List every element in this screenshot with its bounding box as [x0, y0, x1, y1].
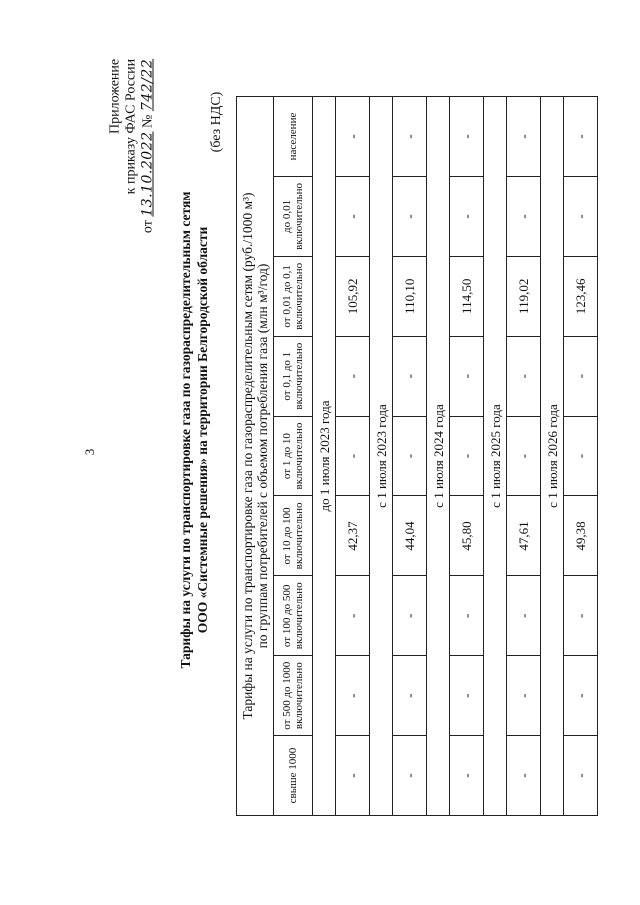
table-cell: -	[336, 576, 370, 656]
table-cell: 123,46	[564, 256, 598, 336]
table-cell: -	[393, 416, 427, 496]
appendix-date-line	[140, 59, 157, 233]
title-line-1: Тарифы на услуги по транспортировке газа по газораспределительным сетям	[178, 191, 193, 669]
table-cell: 42,37	[336, 496, 370, 576]
table-cell: -	[507, 416, 541, 496]
table-cell: -	[393, 177, 427, 257]
appendix-date: 13.10.2022	[139, 131, 156, 217]
table-cell: -	[336, 97, 370, 177]
table-cell: -	[564, 656, 598, 736]
column-header: от 0,01 до 0,1 включительно	[274, 256, 313, 336]
column-header: свыше 1000	[274, 736, 313, 816]
appendix-header	[108, 59, 157, 233]
table-cell: 45,80	[450, 496, 484, 576]
column-header: от 100 до 500 включительно	[274, 576, 313, 656]
table-cell: -	[450, 576, 484, 656]
period-row: с 1 июля 2026 года	[541, 97, 564, 816]
table-cell: -	[336, 736, 370, 816]
title-line-2: ООО «Системные решения» на территории Белгородской области	[195, 226, 210, 634]
appendix-date-prefix: от	[140, 220, 156, 234]
period-row: с 1 июля 2023 года	[370, 97, 393, 816]
table-cell: -	[450, 97, 484, 177]
appendix-number: 742/22	[139, 58, 156, 112]
appendix-label: Приложение	[107, 58, 123, 135]
table-cell: -	[450, 336, 484, 416]
table-cell: -	[564, 736, 598, 816]
table-cell: -	[564, 336, 598, 416]
table-cell: -	[507, 177, 541, 257]
column-header: от 500 до 1000 включительно	[274, 656, 313, 736]
table-row	[336, 97, 370, 816]
table-cell: 44,04	[393, 496, 427, 576]
table-row	[393, 97, 427, 816]
document-title	[177, 192, 211, 669]
table-cell: -	[450, 416, 484, 496]
appendix-order-ref: к приказу ФАС России	[123, 58, 139, 195]
table-cell: -	[507, 576, 541, 656]
period-row: до 1 июля 2023 года	[313, 97, 336, 816]
tariff-table	[236, 96, 598, 816]
table-cell: -	[564, 416, 598, 496]
table-main-header	[237, 97, 274, 816]
table-cell: 49,38	[564, 496, 598, 576]
period-row: с 1 июля 2025 года	[484, 97, 507, 816]
table-cell: -	[450, 177, 484, 257]
table-cell: -	[393, 736, 427, 816]
table-cell: -	[507, 336, 541, 416]
table-cell: -	[507, 97, 541, 177]
vat-note: (без НДС)	[209, 91, 224, 153]
column-headers	[274, 97, 313, 816]
table-cell: 114,50	[450, 256, 484, 336]
table-cell: -	[564, 576, 598, 656]
table-cell: -	[336, 656, 370, 736]
column-header: население	[274, 97, 313, 177]
table-cell: -	[564, 97, 598, 177]
table-cell: -	[450, 736, 484, 816]
table-cell: -	[336, 336, 370, 416]
table-cell: 105,92	[336, 256, 370, 336]
column-header: до 0,01 включительно	[274, 177, 313, 257]
table-cell: 110,10	[393, 256, 427, 336]
column-header: от 0,1 до 1 включительно	[274, 336, 313, 416]
table-header-subtitle: по группам потребителей с объемом потребления газа (млн м³/год)	[255, 263, 270, 649]
table-row	[507, 97, 541, 816]
column-header: от 10 до 100 включительно	[274, 496, 313, 576]
table-cell: -	[336, 416, 370, 496]
table-cell: -	[393, 656, 427, 736]
table-cell: 47,61	[507, 496, 541, 576]
table-cell: -	[507, 736, 541, 816]
table-cell: -	[507, 656, 541, 736]
tariff-table-wrapper	[236, 96, 588, 816]
column-header: от 1 до 10 включительно	[274, 416, 313, 496]
table-header-title: Тарифы на услуги по транспортировке газа по газораспределительным сетям (руб./1000 м³)	[240, 192, 255, 720]
table-cell: -	[393, 576, 427, 656]
table-cell: -	[393, 97, 427, 177]
table-row	[450, 97, 484, 816]
table-cell: -	[564, 177, 598, 257]
table-cell: 119,02	[507, 256, 541, 336]
page-number: 3	[82, 448, 97, 456]
table-row	[564, 97, 598, 816]
table-cell: -	[336, 177, 370, 257]
table-cell: -	[393, 336, 427, 416]
period-row: с 1 июля 2024 года	[427, 97, 450, 816]
appendix-number-sign: №	[140, 114, 156, 129]
table-cell: -	[450, 656, 484, 736]
